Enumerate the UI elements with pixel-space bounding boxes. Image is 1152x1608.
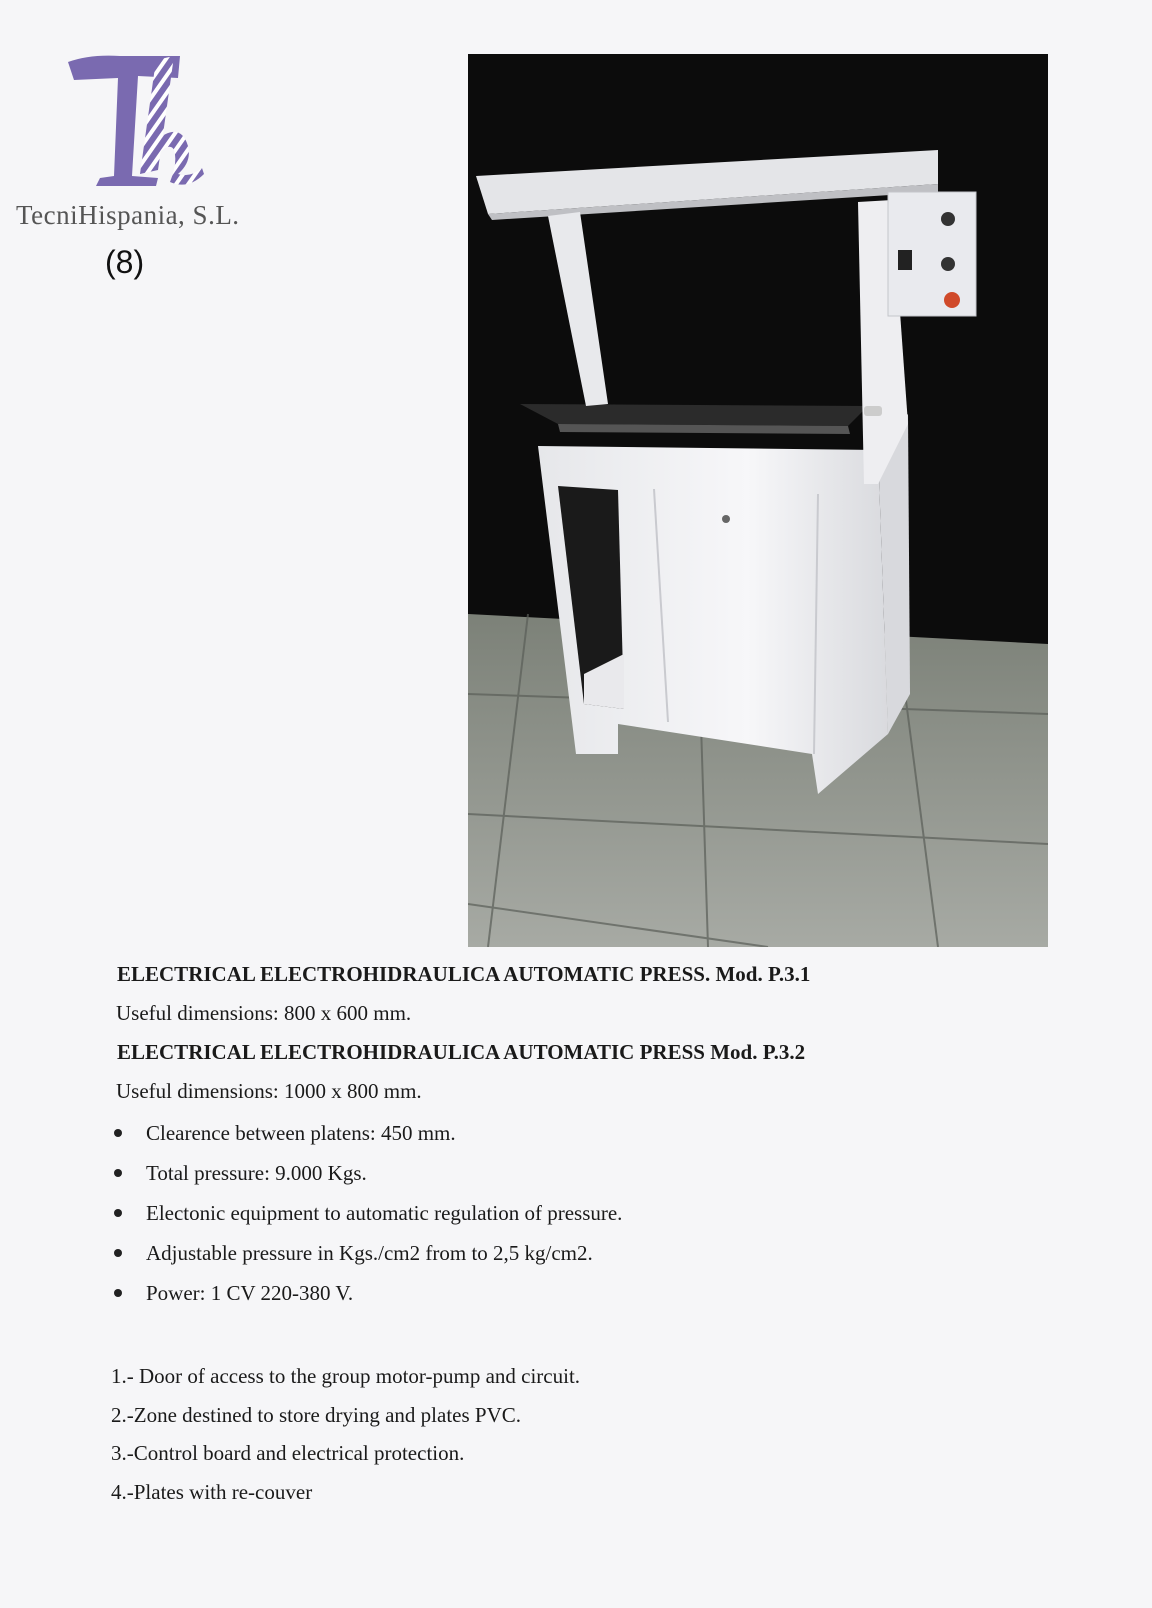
product-photo [468,54,1048,947]
product-heading-p31: ELECTRICAL ELECTROHIDRAULICA AUTOMATIC PRESS. Mod. P.3.1 [117,962,811,986]
note-item: 2.-Zone destined to store drying and plates PVC. [111,1403,522,1427]
company-name: TecniHispania, S.L. [16,200,240,230]
bullet-icon [114,1289,122,1297]
dimensions-p31: Useful dimensions: 800 x 600 mm. [116,1001,412,1025]
product-heading-p32: ELECTRICAL ELECTROHIDRAULICA AUTOMATIC PRESS Mod. P.3.2 [117,1040,806,1064]
feature-item [114,1121,456,1146]
feature-text: Power: 1 CV 220-380 V. [146,1281,354,1305]
bullet-icon [114,1169,122,1177]
feature-item [114,1201,622,1226]
feature-text: Total pressure: 9.000 Kgs. [146,1161,367,1185]
feature-text: Adjustable pressure in Kgs./cm2 from to 2,5 kg/cm2. [146,1241,593,1265]
company-logo [60,50,220,200]
note-item: 3.-Control board and electrical protection. [111,1441,465,1465]
note-item: 1.- Door of access to the group motor-pump and circuit. [111,1364,581,1388]
dimensions-p32: Useful dimensions: 1000 x 800 mm. [116,1079,422,1103]
bullet-icon [114,1209,122,1217]
feature-item [114,1161,367,1186]
page-number: (8) [105,244,145,280]
note-item: 4.-Plates with re-couver [111,1480,313,1504]
bullet-icon [114,1129,122,1137]
feature-item [114,1281,353,1306]
bullet-icon [114,1249,122,1257]
feature-text: Electonic equipment to automatic regulation of pressure. [146,1201,623,1225]
feature-text: Clearence between platens: 450 mm. [146,1121,456,1145]
feature-item [114,1241,593,1266]
